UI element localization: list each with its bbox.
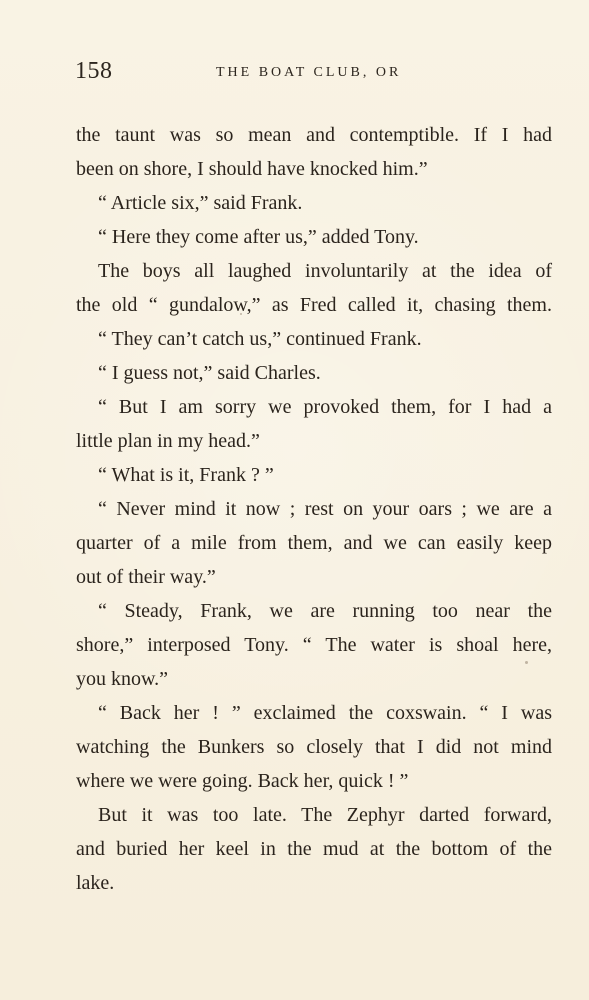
text-line: watching the Bunkers so closely that I did not mind: [76, 736, 552, 758]
text-line: shore,” interposed Tony. “ The water is shoal here,: [76, 634, 552, 656]
text-line: But it was too late. The Zephyr darted forward,: [98, 804, 552, 826]
text-line: The boys all laughed involuntarily at the idea of: [98, 260, 552, 282]
page-number: 158: [75, 58, 113, 84]
text-line: “ Never mind it now ; rest on your oars ; we are a: [98, 498, 552, 520]
page-header: [75, 58, 550, 88]
text-line: lake.: [76, 872, 115, 894]
text-line: “ What is it, Frank ? ”: [98, 464, 274, 486]
paper-speck: [525, 661, 528, 664]
text-line: out of their way.”: [76, 566, 216, 588]
paper-speck: [240, 313, 242, 315]
text-line: the taunt was so mean and contemptible. If I had: [76, 124, 552, 146]
text-line: and buried her keel in the mud at the bottom of the: [76, 838, 552, 860]
text-line: you know.”: [76, 668, 169, 690]
text-line: been on shore, I should have knocked him.”: [76, 158, 428, 180]
text-line: “ Steady, Frank, we are running too near the: [98, 600, 552, 622]
text-line: “ But I am sorry we provoked them, for I had a: [98, 396, 552, 418]
page-body: [76, 118, 552, 900]
text-line: “ Back her ! ” exclaimed the coxswain. “ I was: [98, 702, 552, 724]
text-line: “ Article six,” said Frank.: [98, 192, 303, 214]
running-title: THE BOAT CLUB, OR: [216, 65, 402, 80]
text-line: where we were going. Back her, quick ! ”: [76, 770, 409, 792]
text-line: quarter of a mile from them, and we can easily keep: [76, 532, 552, 554]
text-line: the old “ gundalow,” as Fred called it, chasing them.: [76, 294, 552, 316]
text-line: little plan in my head.”: [76, 430, 260, 452]
text-line: “ They can’t catch us,” continued Frank.: [98, 328, 422, 350]
text-line: “ I guess not,” said Charles.: [98, 362, 321, 384]
text-line: “ Here they come after us,” added Tony.: [98, 226, 419, 248]
